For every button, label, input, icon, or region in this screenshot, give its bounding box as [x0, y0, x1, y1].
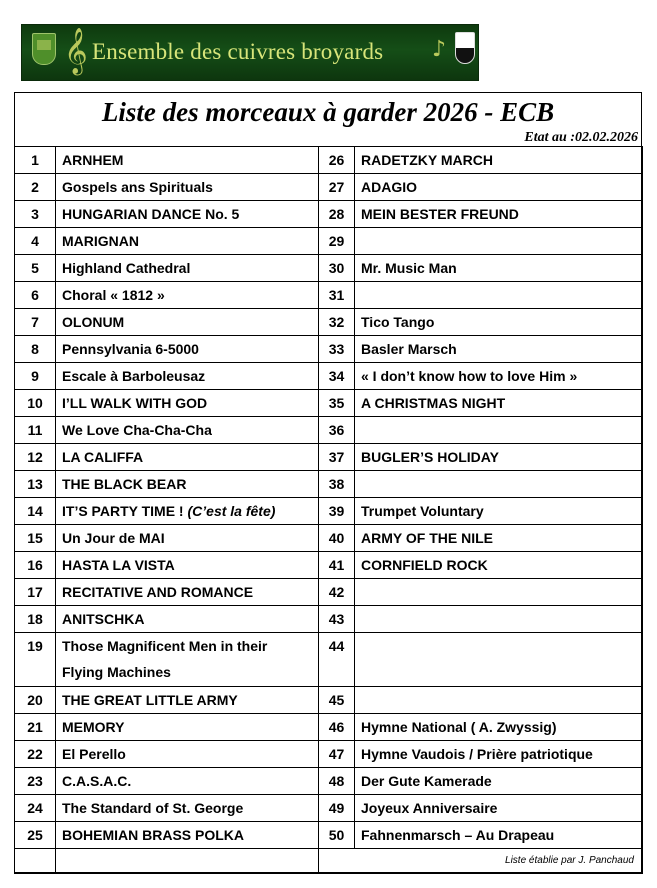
piece-title-text: The Standard of St. George [62, 800, 244, 816]
piece-title: Der Gute Kamerade [355, 768, 643, 795]
table-row [15, 687, 643, 714]
piece-title [56, 147, 319, 174]
piece-title: Joyeux Anniversaire [355, 795, 643, 822]
item-number: 37 [319, 444, 355, 471]
item-number: 14 [15, 498, 56, 525]
item-number: 43 [319, 606, 355, 633]
table-row [15, 633, 643, 687]
item-number: 6 [15, 282, 56, 309]
item-number: 30 [319, 255, 355, 282]
item-number: 35 [319, 390, 355, 417]
piece-title [56, 444, 319, 471]
piece-title-text: HUNGARIAN DANCE No. 5 [62, 206, 240, 222]
piece-title [56, 822, 319, 849]
item-number: 27 [319, 174, 355, 201]
piece-title-text: THE BLACK BEAR [62, 476, 187, 492]
piece-title-text: LA CALIFFA [62, 449, 144, 465]
item-number: 5 [15, 255, 56, 282]
item-number: 29 [319, 228, 355, 255]
banner-title: Ensemble des cuivres broyards [92, 39, 384, 64]
piece-title-text: MEMORY [62, 719, 125, 735]
piece-title [355, 417, 643, 444]
item-number: 36 [319, 417, 355, 444]
piece-title: MEIN BESTER FREUND [355, 201, 643, 228]
item-number: 24 [15, 795, 56, 822]
piece-title-text: ANITSCHKA [62, 611, 145, 627]
item-number: 2 [15, 174, 56, 201]
piece-title [56, 579, 319, 606]
piece-title [355, 579, 643, 606]
piece-title [56, 363, 319, 390]
piece-title [56, 714, 319, 741]
item-number: 4 [15, 228, 56, 255]
item-number: 12 [15, 444, 56, 471]
footer-row [15, 849, 643, 874]
item-number: 23 [15, 768, 56, 795]
item-number: 15 [15, 525, 56, 552]
table-row [15, 390, 643, 417]
piece-title-text: I’LL WALK WITH GOD [62, 395, 208, 411]
item-number: 44 [319, 633, 355, 687]
piece-title [355, 228, 643, 255]
item-number: 42 [319, 579, 355, 606]
piece-title: BUGLER’S HOLIDAY [355, 444, 643, 471]
table-row [15, 714, 643, 741]
piece-title-text: Choral « 1812 » [62, 287, 165, 303]
item-number: 7 [15, 309, 56, 336]
piece-title [56, 606, 319, 633]
item-number: 19 [15, 633, 56, 687]
piece-title-text: BOHEMIAN BRASS POLKA [62, 827, 245, 843]
piece-title-text: ARNHEM [62, 152, 124, 168]
table-row [15, 336, 643, 363]
table-row [15, 147, 643, 174]
piece-title: Hymne Vaudois / Prière patriotique [355, 741, 643, 768]
piece-title [56, 687, 319, 714]
piece-title [56, 282, 319, 309]
piece-title: Hymne National ( A. Zwyssig) [355, 714, 643, 741]
piece-title: RADETZKY MARCH [355, 147, 643, 174]
empty-cell [56, 849, 319, 874]
piece-title: Mr. Music Man [355, 255, 643, 282]
item-number: 1 [15, 147, 56, 174]
item-number: 34 [319, 363, 355, 390]
piece-title [56, 228, 319, 255]
item-number: 10 [15, 390, 56, 417]
table-row [15, 471, 643, 498]
piece-title [355, 471, 643, 498]
page-title: Liste des morceaux à garder 2026 - ECB [101, 97, 555, 127]
table-row [15, 552, 643, 579]
piece-title: Basler Marsch [355, 336, 643, 363]
author-credit: Liste établie par J. Panchaud [319, 849, 643, 874]
piece-title [56, 201, 319, 228]
piece-title [355, 282, 643, 309]
piece-subtitle: (C’est la fête) [187, 503, 276, 519]
table-row [15, 309, 643, 336]
piece-title: « I don’t know how to love Him » [355, 363, 643, 390]
item-number: 3 [15, 201, 56, 228]
piece-title-text: HASTA LA VISTA [62, 557, 175, 573]
table-row [15, 741, 643, 768]
item-number: 45 [319, 687, 355, 714]
piece-title-text: THE GREAT LITTLE ARMY [62, 692, 238, 708]
piece-title: ADAGIO [355, 174, 643, 201]
item-number: 28 [319, 201, 355, 228]
table-row [15, 174, 643, 201]
vaud-flag-icon [455, 32, 475, 64]
piece-title-text: Highland Cathedral [62, 260, 191, 276]
piece-title: Tico Tango [355, 309, 643, 336]
piece-title [56, 633, 319, 687]
piece-title [355, 633, 643, 687]
item-number: 25 [15, 822, 56, 849]
piece-title [56, 471, 319, 498]
piece-title: CORNFIELD ROCK [355, 552, 643, 579]
piece-title [56, 768, 319, 795]
table-row [15, 201, 643, 228]
item-number: 16 [15, 552, 56, 579]
table-row [15, 606, 643, 633]
piece-title [56, 390, 319, 417]
item-number: 20 [15, 687, 56, 714]
music-note-icon: ♪ [432, 37, 447, 62]
piece-title [56, 255, 319, 282]
piece-title [56, 174, 319, 201]
item-number: 32 [319, 309, 355, 336]
item-number: 22 [15, 741, 56, 768]
piece-title: Fahnenmarsch – Au Drapeau [355, 822, 643, 849]
piece-title-text: MARIGNAN [62, 233, 139, 249]
table-row [15, 417, 643, 444]
piece-title-text: Pennsylvania 6-5000 [62, 341, 199, 357]
item-number: 33 [319, 336, 355, 363]
item-number: 11 [15, 417, 56, 444]
piece-title-text: We Love Cha-Cha-Cha [62, 422, 212, 438]
piece-title [56, 795, 319, 822]
item-number: 38 [319, 471, 355, 498]
piece-title [56, 417, 319, 444]
piece-title [56, 336, 319, 363]
item-number: 13 [15, 471, 56, 498]
item-number: 47 [319, 741, 355, 768]
piece-title [56, 552, 319, 579]
table-row [15, 768, 643, 795]
piece-title: Trumpet Voluntary [355, 498, 643, 525]
table-row [15, 282, 643, 309]
table-row [15, 228, 643, 255]
empty-cell [15, 849, 56, 874]
item-number: 39 [319, 498, 355, 525]
status-date: Etat au :02.02.2026 [524, 130, 638, 145]
piece-title-text: IT’S PARTY TIME ! [62, 503, 188, 519]
piece-title-text: Those Magnificent Men in their [62, 638, 268, 654]
piece-title [56, 498, 319, 525]
ensemble-banner [21, 24, 479, 81]
item-number: 40 [319, 525, 355, 552]
item-number: 21 [15, 714, 56, 741]
piece-title: ARMY OF THE NILE [355, 525, 643, 552]
piece-title-text: RECITATIVE AND ROMANCE [62, 584, 254, 600]
piece-title-text: Gospels ans Spirituals [62, 179, 213, 195]
piece-title-text: C.A.S.A.C. [62, 773, 132, 789]
piece-title [56, 309, 319, 336]
table-row [15, 363, 643, 390]
repertoire-table [14, 146, 643, 874]
piece-title-line2: Flying Machines [62, 664, 171, 680]
piece-title-text: El Perello [62, 746, 126, 762]
item-number: 49 [319, 795, 355, 822]
treble-clef-icon: 𝄞 [64, 28, 88, 74]
table-row [15, 795, 643, 822]
table-row [15, 444, 643, 471]
item-number: 48 [319, 768, 355, 795]
item-number: 17 [15, 579, 56, 606]
table-row [15, 255, 643, 282]
coat-of-arms-icon [32, 33, 56, 65]
piece-title [56, 741, 319, 768]
item-number: 31 [319, 282, 355, 309]
item-number: 41 [319, 552, 355, 579]
piece-title-text: Escale à Barboleusaz [62, 368, 206, 384]
item-number: 9 [15, 363, 56, 390]
repertoire-rows [15, 147, 643, 874]
item-number: 18 [15, 606, 56, 633]
piece-title [355, 687, 643, 714]
item-number: 46 [319, 714, 355, 741]
table-row [15, 525, 643, 552]
piece-title-text: Un Jour de MAI [62, 530, 165, 546]
item-number: 26 [319, 147, 355, 174]
piece-title [56, 525, 319, 552]
piece-title: A CHRISTMAS NIGHT [355, 390, 643, 417]
piece-title [355, 606, 643, 633]
item-number: 50 [319, 822, 355, 849]
table-row [15, 822, 643, 849]
table-row [15, 498, 643, 525]
piece-title-text: OLONUM [62, 314, 125, 330]
table-row [15, 579, 643, 606]
item-number: 8 [15, 336, 56, 363]
